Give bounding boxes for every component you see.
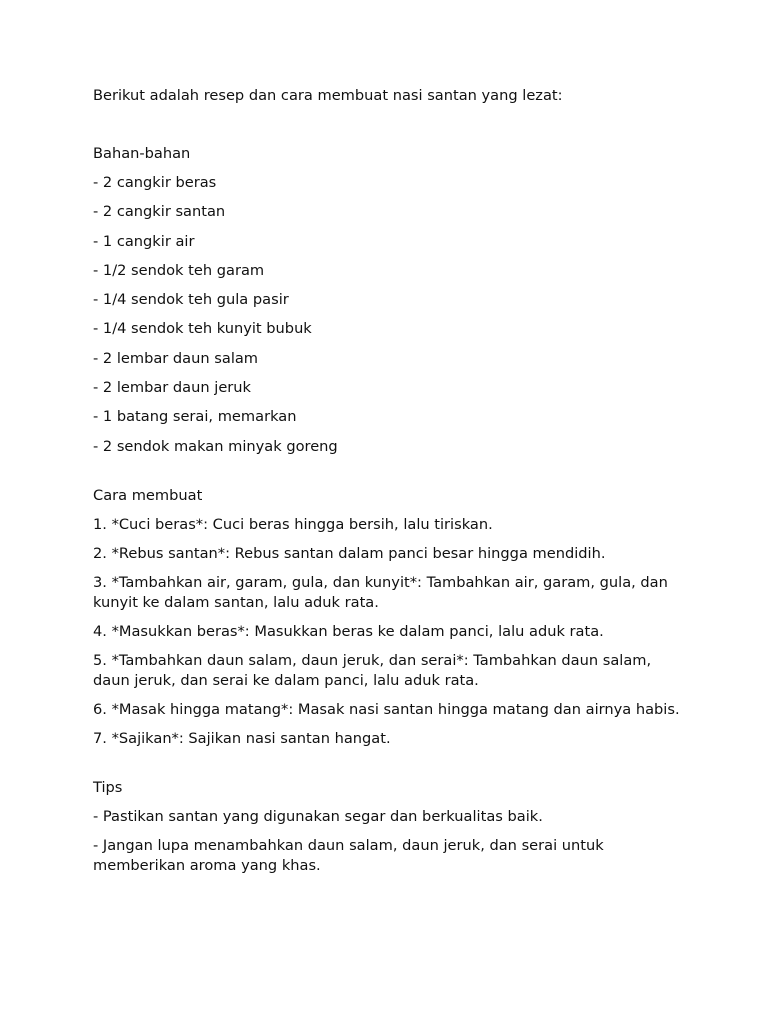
ingredient-item: - 1 batang serai, memarkan [93,408,297,426]
ingredient-item: - 2 cangkir beras [93,174,217,191]
method-step: 4. *Masukkan beras*: Masukkan beras ke dalam panci, lalu aduk rata. [93,622,604,640]
ingredient-item: - 1/2 sendok teh garam [93,261,265,279]
ingredients-list [93,173,683,457]
method-step: 6. *Masak hingga matang*: Masak nasi santan hingga matang dan airnya habis. [93,700,680,718]
document-page [93,86,683,885]
tips-list [93,807,683,876]
method-step: 7. *Sajikan*: Sajikan nasi santan hangat. [93,729,391,747]
tip-item: - Pastikan santan yang digunakan segar dan berkualitas baik. [93,807,543,825]
tips-heading: Tips [93,778,123,796]
ingredient-item: - 1/4 sendok teh kunyit bubuk [93,320,312,338]
ingredients-heading: Bahan-bahan [93,145,191,162]
ingredient-item: - 2 cangkir santan [93,203,226,221]
method-heading: Cara membuat [93,486,203,504]
intro-text: Berikut adalah resep dan cara membuat nasi santan yang lezat: [93,87,563,104]
method-steps [93,515,683,749]
method-step: 1. *Cuci beras*: Cuci beras hingga bersih, lalu tiriskan. [93,515,493,533]
ingredient-item: - 2 sendok makan minyak goreng [93,437,338,455]
method-step: 2. *Rebus santan*: Rebus santan dalam panci besar hingga mendidih. [93,544,606,562]
method-step: 5. *Tambahkan daun salam, daun jeruk, dan serai*: Tambahkan daun salam, daun jeruk, dan serai ke dalam panci, lalu aduk rata. [93,651,652,689]
ingredient-item: - 2 lembar daun jeruk [93,379,252,397]
method-step: 3. *Tambahkan air, garam, gula, dan kunyit*: Tambahkan air, garam, gula, dan kunyit ke dalam santan, lalu aduk rata. [93,573,668,611]
tip-item: - Jangan lupa menambahkan daun salam, daun jeruk, dan serai untuk memberikan aroma yang khas. [93,836,604,874]
ingredient-item: - 1/4 sendok teh gula pasir [93,291,289,309]
ingredient-item: - 1 cangkir air [93,232,195,250]
ingredient-item: - 2 lembar daun salam [93,349,259,367]
